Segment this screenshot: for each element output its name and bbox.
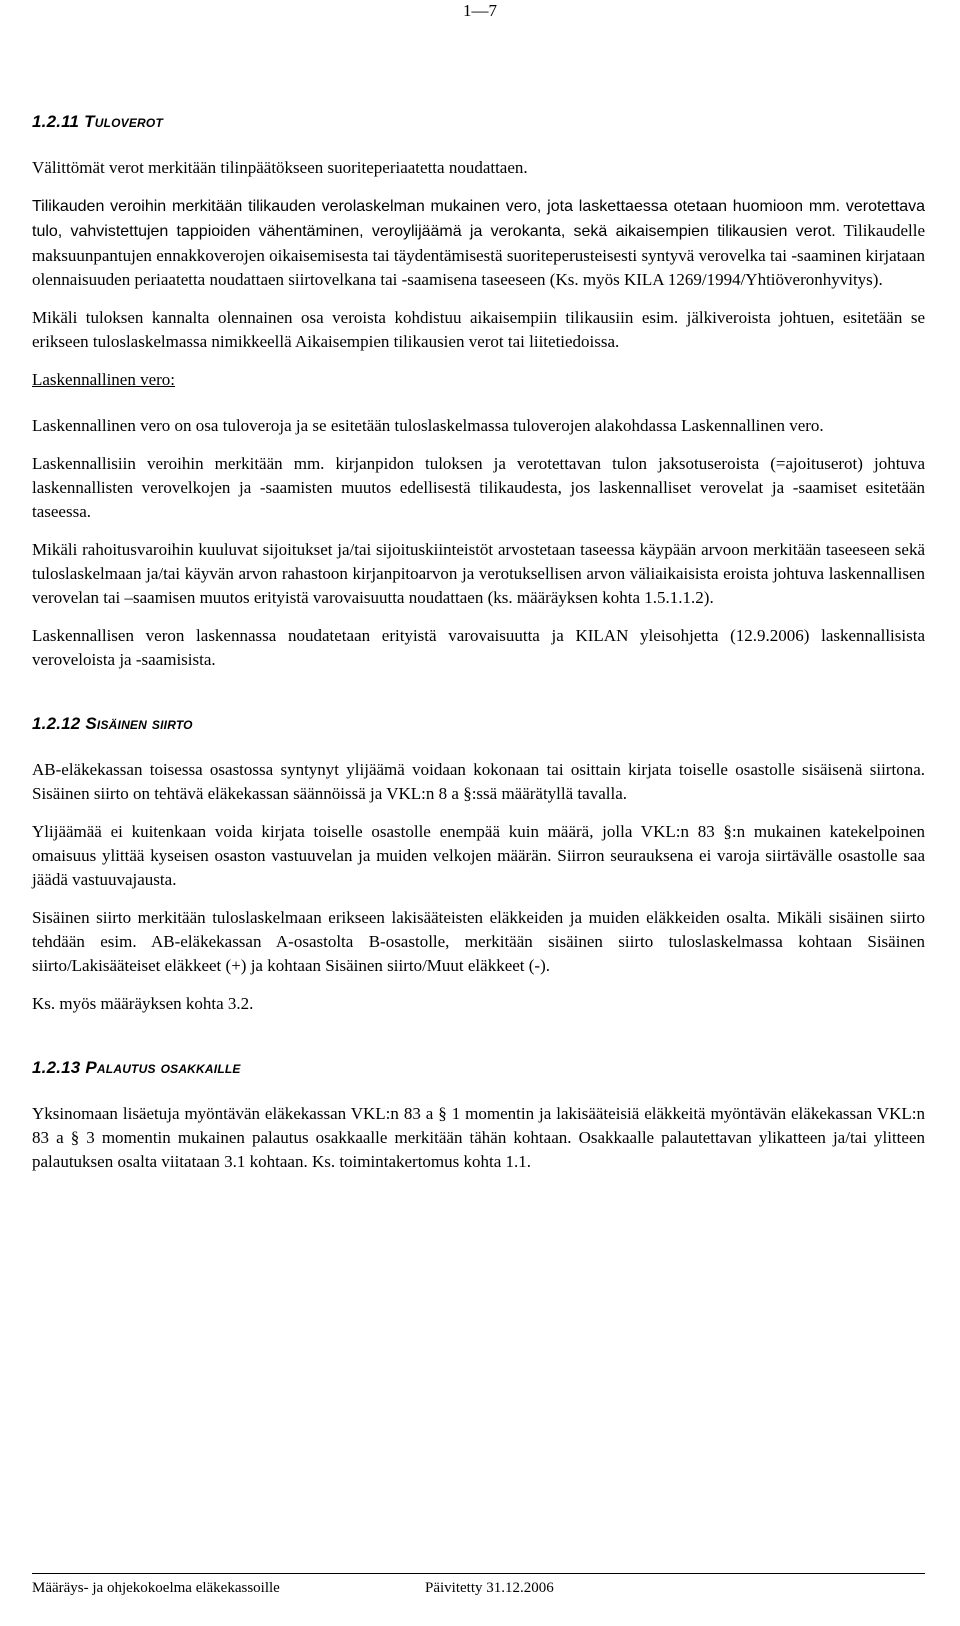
paragraph-serif-part: Tilikaudelle maksuunpantujen ennakkoverojen oikaisemisesta tai täydentämisestä suoriteperusteisesti syntyvä verovelka tai -saaminen kirjataan olennaisuuden periaatetta noudattaen siirtovelkana tai -saamisena taseeseen (Ks. myös KILA 1269/1994/Yhtiöveronhyvitys). bbox=[32, 221, 926, 289]
paragraph: Ks. myös määräyksen kohta 3.2. bbox=[32, 994, 254, 1013]
document-body bbox=[32, 110, 925, 1188]
paragraph: Yksinomaan lisäetuja myöntävän eläkekassan VKL:n 83 a § 1 momentin ja lakisääteisiä eläkkeitä myöntävän eläkekassan VKL:n 83 a § 3 momentin mukainen palautus osakkaalle merkitään tähän kohtaan. Osakkaalle palautettavan ylikatteen ja/tai ylitteen palautuksen osalta viitataan 3.1 kohtaan. Ks. toimintakertomus kohta 1.1. bbox=[32, 1104, 925, 1171]
paragraph: Välittömät verot merkitään tilinpäätökseen suoriteperiaatetta noudattaen. bbox=[32, 158, 528, 177]
footer-publication-title: Määräys- ja ohjekokoelma eläkekassoille bbox=[32, 1580, 280, 1596]
paragraph-sans-part: Tilikauden veroihin merkitään tilikauden verolaskelman mukainen vero, jota laskettaessa otetaan huomioon mm. verotettava tulo, vahvistettujen tappioiden vähentäminen, veroylijäämä ja verokanta, sekä aikaisempien tilikausien verot. bbox=[32, 198, 925, 240]
section-heading-sisainen-siirto: 1.2.12 Sisäinen siirto bbox=[32, 714, 193, 733]
paragraph: Ylijäämää ei kuitenkaan voida kirjata toiselle osastolle enempää kuin määrä, jolla VKL:n 83 §:n mukainen katekelpoinen omaisuus ylittää kyseisen osaston vastuuvelan ja muiden velkojen määrän. Siirron seurauksena ei varoja siirtävälle osastolle saa jäädä vastuuvajausta. bbox=[32, 822, 925, 889]
page-number: 1—7 bbox=[463, 1, 497, 20]
paragraph: Laskennallisen veron laskennassa noudatetaan erityistä varovaisuutta ja KILAN yleisohjetta (12.9.2006) laskennallisista veroveloista ja -saamisista. bbox=[32, 626, 925, 669]
section-heading-palautus-osakkaille: 1.2.13 Palautus osakkaille bbox=[32, 1058, 241, 1077]
subheading-laskennallinen-vero: Laskennallinen vero: bbox=[32, 370, 176, 389]
paragraph: AB-eläkekassan toisessa osastossa syntynyt ylijäämä voidaan kokonaan tai osittain kirjata toiselle osastolle sisäisenä siirtona. Sisäinen siirto on tehtävä eläkekassan säännöissä ja VKL:n 8 a §:ssä määrätyllä tavalla. bbox=[32, 760, 925, 803]
paragraph: Laskennallisiin veroihin merkitään mm. kirjanpidon tuloksen ja verotettavan tulon jaksotuseroista (=ajoituserot) johtuva laskennallisten verovelkojen ja -saamisten muutos edellisestä tilikaudesta, jos laskennalliset verovelat ja -saamiset esitetään taseessa. bbox=[32, 454, 925, 521]
footer-updated-date: Päivitetty 31.12.2006 bbox=[425, 1580, 554, 1596]
paragraph: Sisäinen siirto merkitään tuloslaskelmaan erikseen lakisääteisten eläkkeiden ja muiden eläkkeiden osalta. Mikäli sisäinen siirto tehdään esim. AB-eläkekassan A-osastolta B-osastolle, merkitään sisäinen siirto tuloslaskelmassa kohtaan Sisäinen siirto/Lakisääteiset eläkkeet (+) ja kohtaan Sisäinen siirto/Muut eläkkeet (-). bbox=[32, 908, 925, 975]
page-footer bbox=[32, 1573, 925, 1596]
paragraph: Mikäli tuloksen kannalta olennainen osa veroista kohdistuu aikaisempiin tilikausiin esim. jälkiveroista johtuen, esitetään se erikseen tuloslaskelmassa nimikkeellä Aikaisempien tilikausien verot tai liitetiedoissa. bbox=[32, 308, 925, 351]
paragraph bbox=[32, 194, 925, 292]
section-heading-tuloverot: 1.2.11 Tuloverot bbox=[32, 112, 163, 131]
paragraph: Mikäli rahoitusvaroihin kuuluvat sijoitukset ja/tai sijoituskiinteistöt arvostetaan taseessa käypään arvoon merkitään taseeseen sekä tuloslaskelmaan ja/tai käyvän arvon rahastoon kirjanpitoarvon ja verotuksellisen arvon väliaikaisista eroista johtuva laskennallisen verovelan tai –saamisen muutos erityistä varovaisuutta noudattaen (ks. määräyksen kohta 1.5.1.1.2). bbox=[32, 540, 925, 607]
paragraph: Laskennallinen vero on osa tuloveroja ja se esitetään tuloslaskelmassa tuloverojen alakohdassa Laskennallinen vero. bbox=[32, 416, 824, 435]
